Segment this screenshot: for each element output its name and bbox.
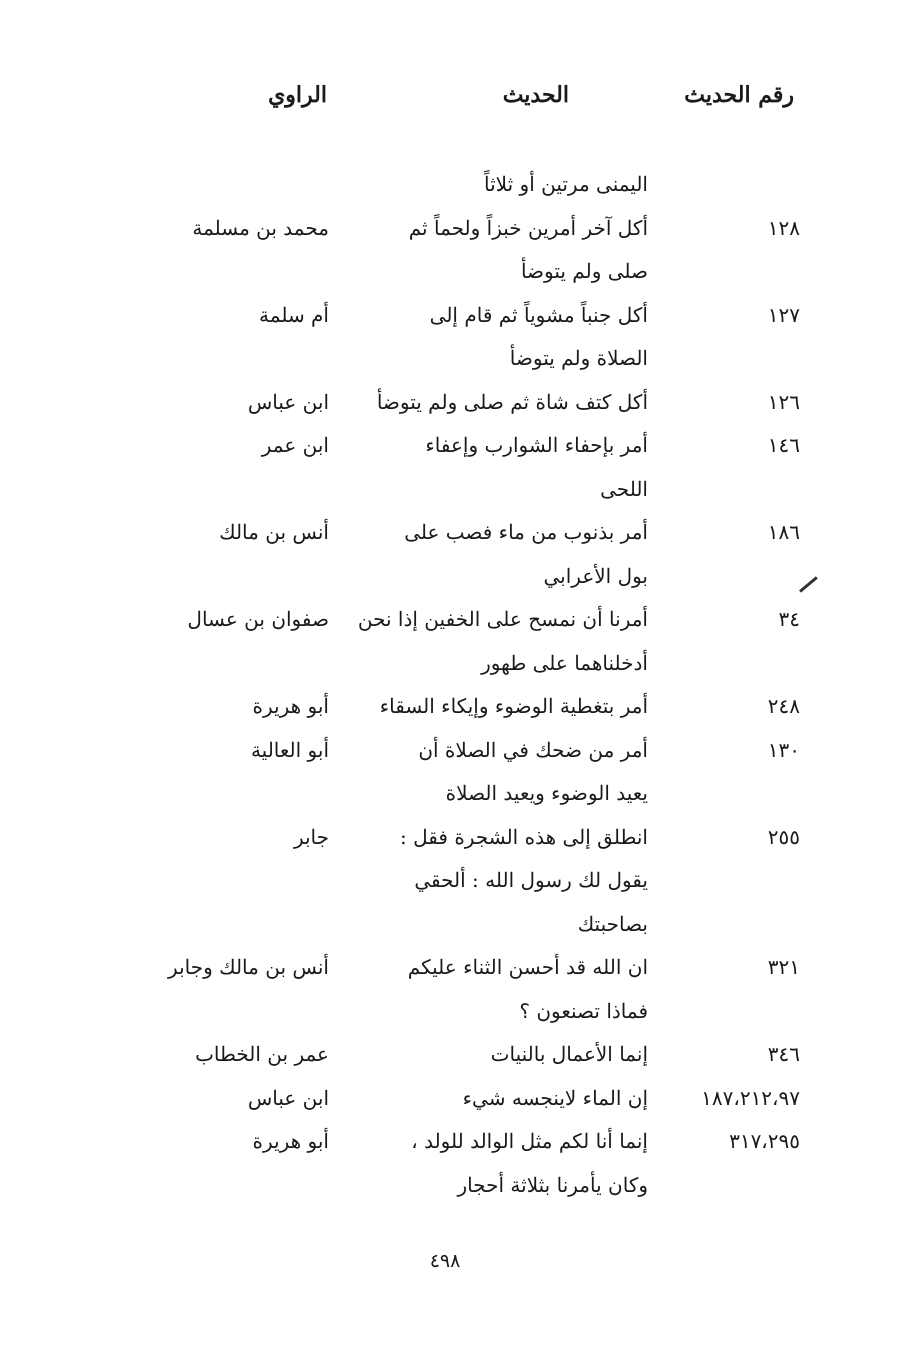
hadith-text: ان الله قد أحسن الثناء عليكم [407, 955, 648, 979]
table-row [0, 732, 920, 776]
hadith-text: اليمنى مرتين أو ثلاثاً [484, 172, 648, 196]
table-row [0, 1036, 920, 1080]
narrator-name: عمر بن الخطاب [195, 1042, 329, 1066]
narrator-name: جابر [293, 824, 329, 849]
narrator-name: أبو هريرة [252, 694, 329, 718]
header-narrator: الراوي [268, 82, 327, 108]
hadith-text: أمر بذنوب من ماء فصب على [404, 520, 648, 544]
hadith-number: ١٤٦ [767, 433, 800, 457]
narrator-name: أبو هريرة [252, 1129, 329, 1153]
hadith-text: يقول لك رسول الله : ألحقي [414, 868, 648, 892]
table-row [0, 993, 920, 1037]
table-row [0, 558, 920, 602]
hadith-number: ٣٤٦ [767, 1042, 800, 1066]
hadith-text: أمر بإحفاء الشوارب وإعفاء [425, 433, 648, 457]
table-row [0, 297, 920, 341]
header-hadith: الحديث [502, 82, 569, 108]
table-row [0, 601, 920, 645]
hadith-number: ١٨٧،٢١٢،٩٧ [701, 1085, 800, 1110]
narrator-name: أبو العالية [250, 737, 329, 762]
hadith-number: ٣٤ [778, 607, 800, 631]
page-number: ٤٩٨ [429, 1250, 461, 1272]
hadith-number: ٣١٧،٢٩٥ [729, 1129, 800, 1153]
table-row [0, 775, 920, 819]
hadith-text: إن الماء لاينجسه شيء [462, 1085, 648, 1110]
narrator-name: ابن عباس [247, 389, 329, 414]
hadith-number: ٢٥٥ [767, 824, 800, 849]
narrator-name: صفوان بن عسال [187, 607, 329, 631]
hadith-number: ١٢٨ [767, 215, 800, 240]
hadith-text: بول الأعرابي [543, 563, 648, 588]
table-row [0, 253, 920, 297]
hadith-number: ٣٢١ [767, 955, 800, 979]
hadith-text: أدخلناهما على طهور [481, 650, 648, 675]
table-row [0, 514, 920, 558]
table-row [0, 384, 920, 428]
hadith-number: ١٢٦ [767, 389, 800, 414]
table-row [0, 949, 920, 993]
hadith-text: وكان يأمرنا بثلاثة أحجار [457, 1172, 648, 1197]
hadith-text: أمرنا أن نمسح على الخفين إذا نحن [357, 607, 648, 631]
table-row [0, 1080, 920, 1124]
table-row [0, 688, 920, 732]
header-hadith-number: رقم الحديث [684, 82, 794, 108]
table-row [0, 471, 920, 515]
hadith-text: الصلاة ولم يتوضأ [509, 346, 648, 370]
narrator-name: أنس بن مالك وجابر [168, 955, 329, 979]
hadith-number: ٢٤٨ [767, 694, 800, 718]
hadith-text: فماذا تصنعون ؟ [519, 998, 648, 1023]
hadith-text: صلى ولم يتوضأ [520, 259, 648, 283]
table-row [0, 1167, 920, 1211]
narrator-name: أم سلمة [259, 302, 329, 327]
narrator-name: ابن عمر [261, 433, 329, 457]
hadith-text: أكل جنباً مشوياً ثم قام إلى [429, 302, 648, 327]
table-row [0, 645, 920, 689]
table-row [0, 166, 920, 210]
hadith-text: بصاحبتك [577, 911, 648, 936]
hadith-number: ١٣٠ [767, 737, 800, 762]
hadith-text: أكل آخر أمرين خبزاً ولحماً ثم [408, 215, 648, 240]
table-row [0, 862, 920, 906]
hadith-text: يعيد الوضوء ويعيد الصلاة [445, 781, 648, 805]
narrator-name: محمد بن مسلمة [192, 215, 329, 240]
hadith-text: أمر بتغطية الوضوء وإيكاء السقاء [379, 694, 648, 718]
hadith-text: أمر من ضحك في الصلاة أن [418, 737, 648, 762]
table-row [0, 427, 920, 471]
hadith-text: إنما أنا لكم مثل الوالد للولد ، [411, 1129, 648, 1153]
table-row [0, 819, 920, 863]
table-row [0, 1123, 920, 1167]
hadith-number: ١٢٧ [767, 302, 800, 327]
hadith-text: اللحى [600, 476, 648, 501]
table-row [0, 906, 920, 950]
hadith-text: أكل كتف شاة ثم صلى ولم يتوضأ [376, 389, 648, 414]
hadith-text: إنما الأعمال بالنيات [490, 1042, 648, 1066]
hadith-number: ١٨٦ [767, 520, 800, 544]
narrator-name: ابن عباس [247, 1085, 329, 1110]
narrator-name: أنس بن مالك [219, 520, 329, 544]
table-row [0, 210, 920, 254]
table-row [0, 340, 920, 384]
hadith-index-table [0, 166, 920, 1210]
hadith-text: انطلق إلى هذه الشجرة فقل : [400, 824, 648, 849]
